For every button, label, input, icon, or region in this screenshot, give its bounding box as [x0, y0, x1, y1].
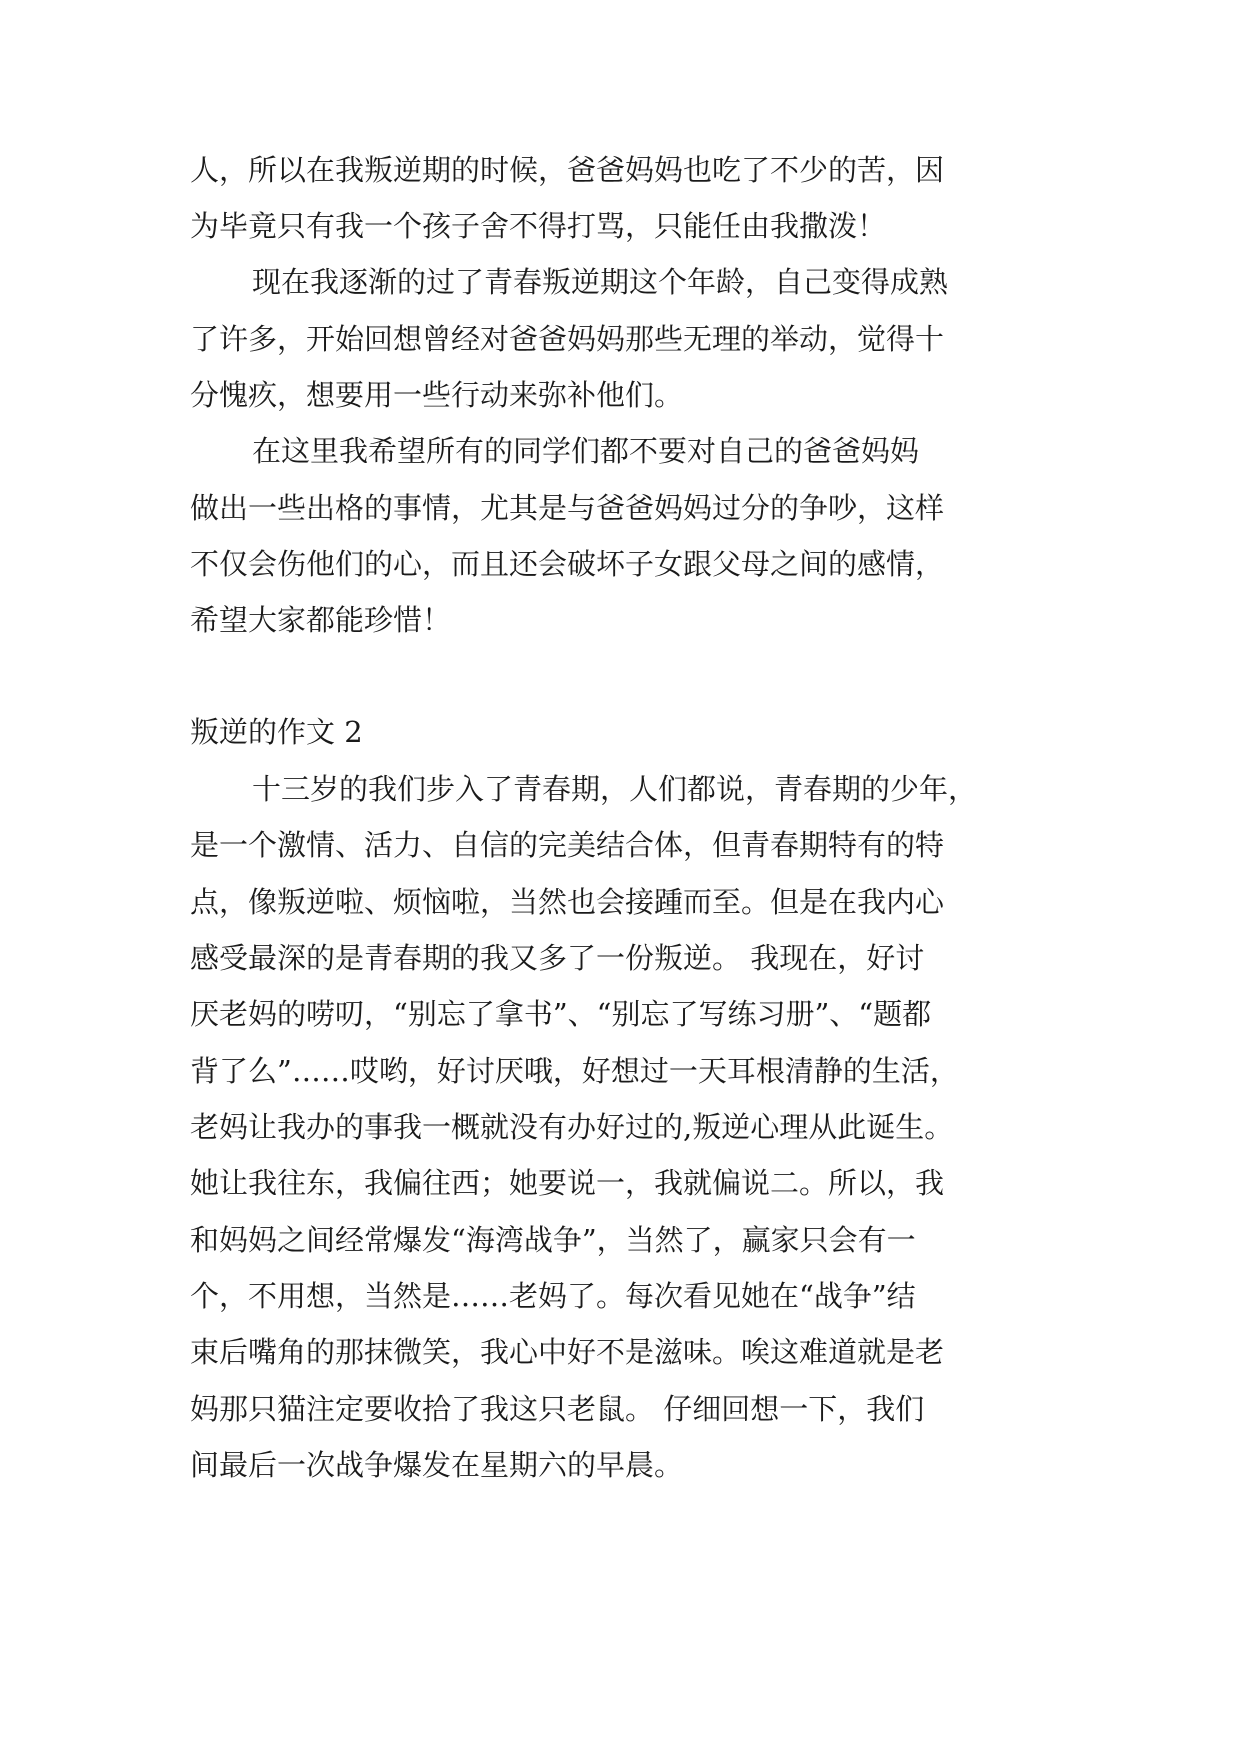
paragraph-line: 老妈让我办的事我一概就没有办好过的,叛逆心理从此诞生。 — [190, 1110, 954, 1144]
paragraph-line: 做出一些出格的事情，尤其是与爸爸妈妈过分的争吵，这样 — [190, 491, 945, 525]
section-title: 叛逆的作文 2 — [190, 715, 363, 749]
paragraph-line: 感受最深的是青春期的我又多了一份叛逆。 我现在，好讨 — [190, 941, 925, 975]
paragraph-line: 希望大家都能珍惜！ — [190, 603, 452, 637]
paragraph-line: 和妈妈之间经常爆发“海湾战争”，当然了，赢家只会有一 — [190, 1223, 916, 1257]
paragraph-line: 妈那只猫注定要收拾了我这只老鼠。 仔细回想一下，我们 — [190, 1392, 925, 1426]
paragraph-line: 厌老妈的唠叨，“别忘了拿书”、“别忘了写练习册”、“题都 — [190, 997, 932, 1031]
paragraph-line: 是一个激情、活力、自信的完美结合体，但青春期特有的特 — [190, 828, 945, 862]
paragraph-line: 人，所以在我叛逆期的时候，爸爸妈妈也吃了不少的苦，因 — [190, 153, 945, 187]
paragraph-line: 间最后一次战争爆发在星期六的早晨。 — [190, 1448, 684, 1482]
paragraph-line: 不仅会伤他们的心，而且还会破坏子女跟父母之间的感情， — [190, 547, 945, 581]
paragraph-line: 分愧疚，想要用一些行动来弥补他们。 — [190, 378, 684, 412]
paragraph-line: 个，不用想，当然是……老妈了。每次看见她在“战争”结 — [190, 1279, 916, 1313]
paragraph-line: 点，像叛逆啦、烦恼啦，当然也会接踵而至。但是在我内心 — [190, 885, 945, 919]
paragraph-line: 背了么”……哎哟，好讨厌哦，好想过一天耳根清静的生活， — [190, 1054, 959, 1088]
paragraph-line: 在这里我希望所有的同学们都不要对自己的爸爸妈妈 — [252, 434, 920, 468]
paragraph-line: 十三岁的我们步入了青春期，人们都说，青春期的少年， — [252, 772, 978, 806]
paragraph-line: 现在我逐渐的过了青春叛逆期这个年龄，自己变得成熟 — [252, 265, 949, 299]
paragraph-line: 她让我往东，我偏往西；她要说一，我就偏说二。所以，我 — [190, 1166, 945, 1200]
paragraph-line: 了许多，开始回想曾经对爸爸妈妈那些无理的举动，觉得十 — [190, 322, 945, 356]
paragraph-line: 束后嘴角的那抹微笑，我心中好不是滋味。唉这难道就是老 — [190, 1335, 945, 1369]
paragraph-line: 为毕竟只有我一个孩子舍不得打骂，只能任由我撒泼！ — [190, 209, 887, 243]
